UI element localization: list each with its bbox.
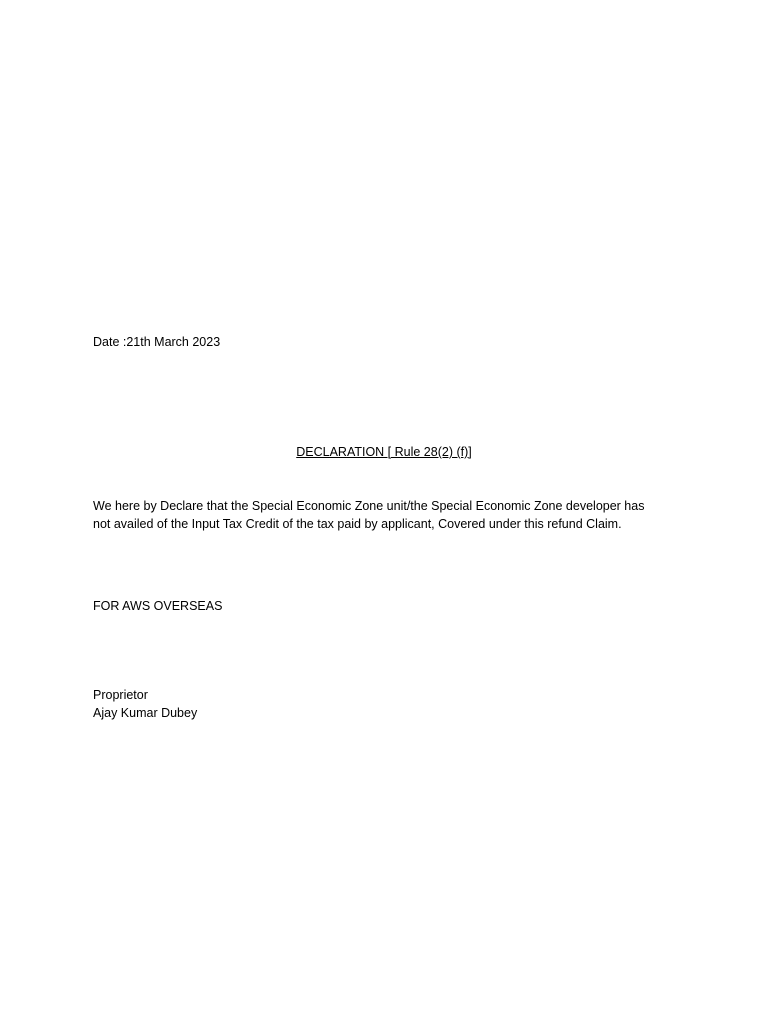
company-line: FOR AWS OVERSEAS [93,599,223,613]
designation: Proprietor [93,688,148,702]
paragraph-line-2: not availed of the Input Tax Credit of the tax paid by applicant, Covered under this refund Claim. [93,517,622,531]
declaration-heading-text: DECLARATION [ Rule 28(2) (f)] [296,445,472,459]
declaration-heading [0,443,768,461]
declaration-paragraph [93,497,673,533]
date-line: Date :21th March 2023 [93,335,221,349]
signatory-name: Ajay Kumar Dubey [93,706,198,720]
paragraph-line-1: We here by Declare that the Special Economic Zone unit/the Special Economic Zone developer has [93,499,645,513]
